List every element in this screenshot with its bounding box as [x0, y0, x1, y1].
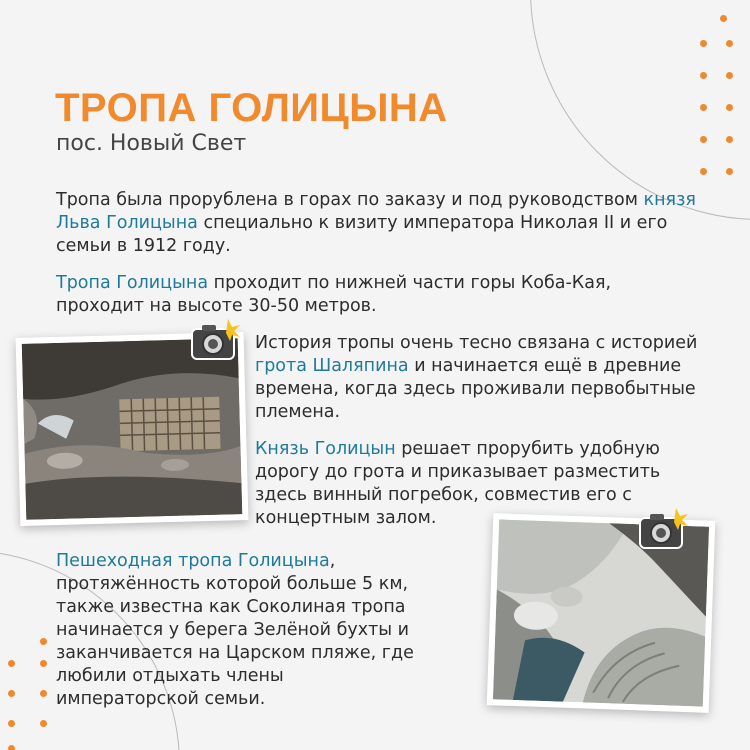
- camera-flash-icon: [636, 506, 690, 552]
- route-text: проходит по нижней части горы Коба-Кая, проходит на высоте 30-50 метров.: [56, 273, 612, 316]
- intro-text-2: специально к визиту императора Николая II и его семьи в 1912 году.: [56, 213, 668, 256]
- history-paragraph: [255, 332, 715, 424]
- history-text-2: и начинается ещё в древние времена, когда здесь проживали первобытные племена.: [255, 356, 696, 422]
- walking-paragraph: [56, 550, 431, 711]
- history-highlight: грота Шаляпина: [255, 356, 409, 376]
- walking-highlight: Пешеходная тропа Голицына: [56, 551, 330, 571]
- history-text-1: История тропы очень тесно связана с историей: [255, 333, 698, 353]
- decorative-dots-top-right: [690, 10, 750, 200]
- intro-highlight: князя Льва Голицына: [56, 190, 696, 233]
- page-title: ТРОПА ГОЛИЦЫНА: [55, 86, 448, 130]
- camera-flash-icon: [188, 317, 242, 363]
- decorative-dots-bottom-left: [0, 630, 60, 750]
- route-highlight: Тропа Голицына: [56, 273, 209, 293]
- walking-text: , протяжённость которой больше 5 км, также известна как Соколиная тропа начинается у берега Зелёной бухты и заканчивается на Царском пляже, где любили отдыхать члены императорской семьи.: [56, 551, 414, 709]
- prince-text: решает прорубить удобную дорогу до грота и приказывает разместить здесь винный погребок, совместив его с концертным залом.: [255, 439, 661, 528]
- route-paragraph: [56, 272, 696, 318]
- intro-text-1: Тропа была прорублена в горах по заказу и под руководством: [56, 190, 638, 210]
- intro-paragraph: [56, 189, 706, 258]
- prince-highlight: Князь Голицын: [255, 439, 396, 459]
- page-subtitle: пос. Новый Свет: [56, 131, 247, 156]
